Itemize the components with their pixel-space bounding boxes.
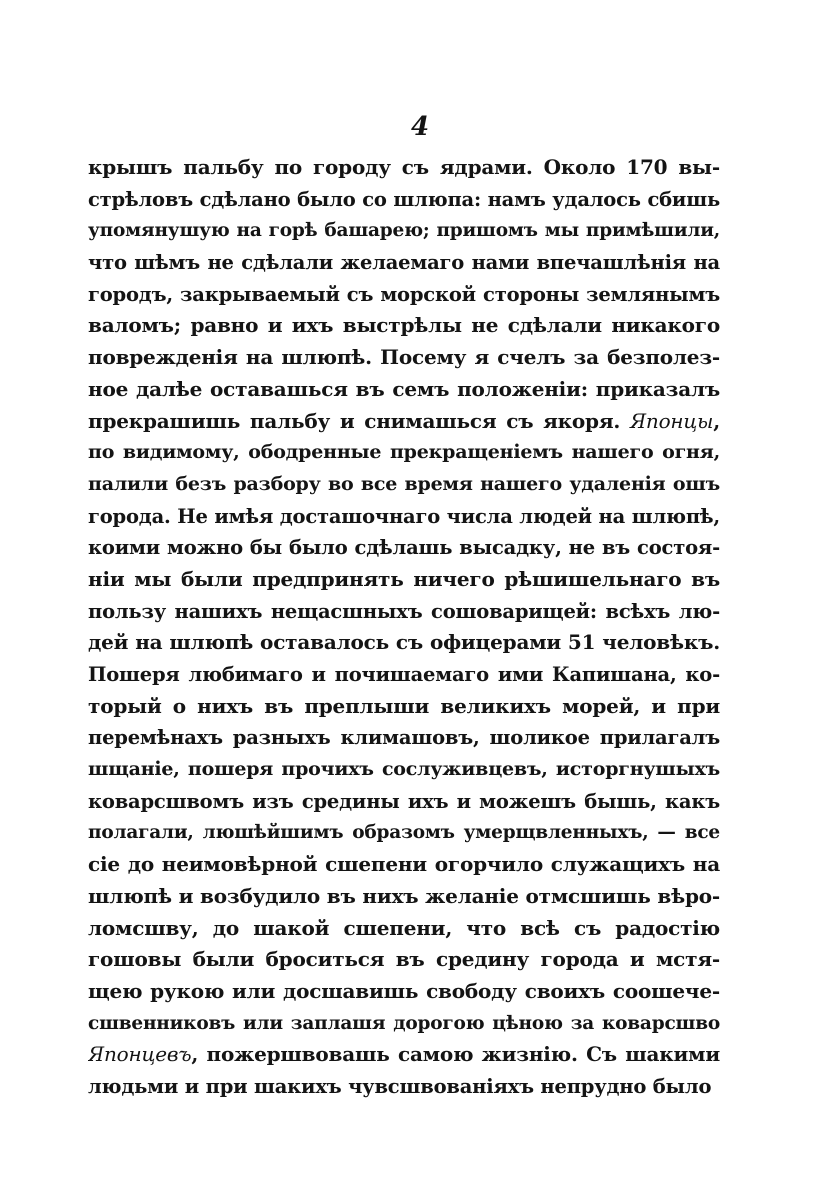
text-line: что шѣмъ не сдѣлали желаемаго нами впечашлѣнія на [88,251,720,275]
text-line: шщаніе, пошеря прочихъ сослуживцевъ, исторгнушыхъ [88,758,720,781]
text-line: коварсшвомъ изъ средины ихъ и можешъ бышь, какъ [88,789,720,813]
text-line: коими можно бы было сдѣлашь высадку, не въ состоя- [88,536,720,560]
text-line: сіе до неимовѣрной сшепени огорчило служащихъ на [88,852,720,877]
text-line: ніи мы были предпринять ничего рѣшишельнаго въ [88,566,720,591]
text-line: полагали, люшѣйшимъ образомъ умерщвленныхъ, — все [88,822,720,844]
text-line: прекрашишь пальбу и снимашься съ якоря. Японцы, [88,408,720,433]
text-line: поврежденія на шлюпѣ. Посему я счелъ за безполез- [88,345,720,370]
text-line: дей на шлюпѣ оставалось съ офицерами 51 человѣкъ. [88,630,720,655]
page-number: 4 [410,112,430,142]
text-line: палили безъ разбору во все время нашего удаленія ошъ [88,472,720,495]
text-line: крышъ пальбу по городу съ ядрами. Около 170 вы- [88,155,720,179]
text-line: городъ, закрываемый съ морской стороны землянымъ [88,282,720,306]
text-line: щею рукою или досшавишь свободу своихъ соошече- [88,978,720,1003]
text-line: гошовы были броситься въ средину города и мстя- [88,947,720,972]
text-line: ломсшву, до шакой сшепени, что всѣ съ радостію [88,915,720,940]
italic-word: Японцевъ [88,1042,192,1067]
text-line: торый о нихъ въ преплыши великихъ морей, и при [88,693,720,718]
text-line: сшвенниковъ или заплашя дорогою цѣною за коварсшво [88,1012,720,1034]
text-line: шлюпѣ и возбудило въ нихъ желаніе отмсшишь вѣро- [88,883,720,908]
text-line: города. Не имѣя досташочнаго числа людей на шлюпѣ, [88,504,720,528]
text-line: по видимому, ободренные прекращеніемъ нашего огня, [88,441,720,464]
text-line: валомъ; равно и ихъ выстрѣлы не сдѣлали никакого [88,313,720,338]
body-text [88,152,720,1103]
italic-word: Японцы [629,408,714,433]
text-line: Пошеря любимаго и почишаемаго ими Капишана, ко- [88,663,720,686]
text-line: пользу нашихъ нещасшныхъ сошоварищей: всѣхъ лю- [88,599,720,623]
text-line: упомянушую на горѣ башарею; пришомъ мы примѣшили, [88,220,720,242]
text-line: ное далѣе оставашься въ семъ положеніи: приказалъ [88,376,720,401]
text-line: Японцевъ, пожершвовашь самою жизнію. Съ шакими [88,1042,720,1067]
text-line: людьми и при шакихъ чувсшвованіяхъ непрудно было [88,1074,712,1098]
text-line: перемѣнахъ разныхъ климашовъ, шоликое прилагалъ [88,726,720,750]
text-line: стрѣловъ сдѣлано было со шлюпа: намъ удалось сбишь [88,187,720,211]
